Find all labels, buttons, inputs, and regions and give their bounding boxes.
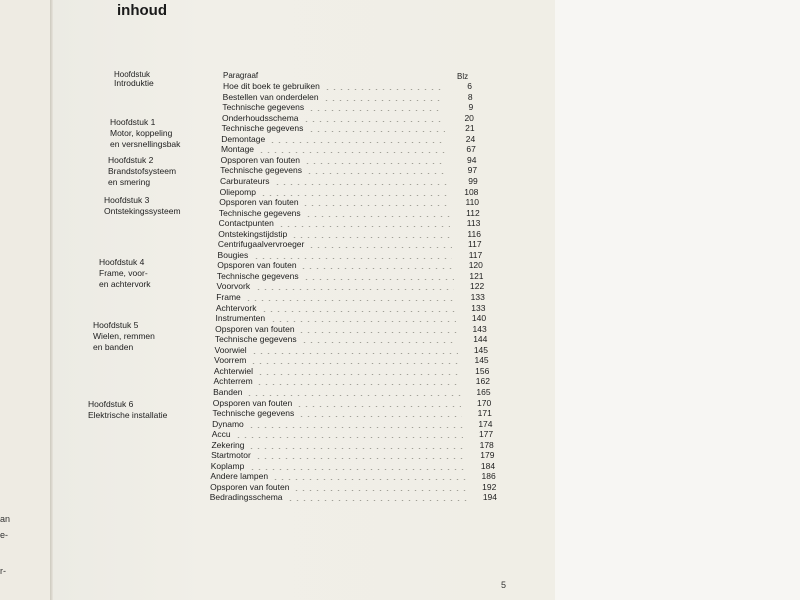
toc-entry-page: 184 <box>480 460 496 471</box>
toc-entry-page: 177 <box>478 429 494 440</box>
toc-entry-page: 171 <box>477 408 492 419</box>
page-column-header: Blz <box>457 72 469 81</box>
toc-entry-label: Koplamp <box>210 460 245 471</box>
toc-entry-page: 112 <box>466 207 480 218</box>
toc-leader-dots <box>261 311 455 312</box>
toc-entry-label: Frame <box>216 292 241 302</box>
toc-leader-dots <box>248 427 463 428</box>
toc-entry-page: 117 <box>468 249 483 260</box>
toc-entry-page: 6 <box>467 81 472 91</box>
toc-leader-dots <box>251 353 458 354</box>
toc-leader-dots <box>296 406 461 407</box>
toc-leader-dots <box>302 205 449 206</box>
toc-leader-dots <box>245 300 455 301</box>
toc-entry-label: Onderhoudsschema <box>221 112 299 123</box>
paragraph-column-header: Paragraaf <box>223 71 259 80</box>
toc-leader-dots <box>260 195 448 196</box>
toc-entry-page: 21 <box>465 123 475 134</box>
chapter-line: en versnellingsbak <box>110 139 181 149</box>
chapter-line: en banden <box>93 342 134 352</box>
toc-entry-page: 170 <box>477 397 492 408</box>
toc-entry-label: Demontage <box>221 133 266 144</box>
previous-page-text: r- <box>0 566 6 576</box>
toc-entry-label: Opsporen van fouten <box>217 260 297 271</box>
toc-entry-label: Opsporen van fouten <box>212 397 293 408</box>
chapter-line: Motor, koppeling <box>110 128 173 138</box>
chapter-line: Brandstofsysteem <box>108 166 177 176</box>
toc-entry-label: Ontstekingstijdstip <box>218 228 288 239</box>
toc-leader-dots <box>323 100 443 101</box>
toc-entry-page: 110 <box>465 197 480 208</box>
toc-leader-dots <box>272 479 466 480</box>
chapter-block <box>93 320 155 353</box>
toc-entry-label: Bougies <box>217 249 249 260</box>
toc-entry-page: 94 <box>467 154 477 165</box>
toc-entry-label: Opsporen van fouten <box>210 481 290 492</box>
toc-leader-dots <box>287 500 467 501</box>
toc-entry-label: Hoe dit boek te gebruiken <box>223 81 320 91</box>
previous-page-text: an <box>0 514 11 524</box>
toc-leader-dots <box>291 237 451 238</box>
toc-entry-label: Opsporen van fouten <box>215 323 295 334</box>
toc-entry-label: Achterwiel <box>213 365 254 376</box>
toc-entry-label: Achterrem <box>213 376 253 387</box>
toc-entry-page: 192 <box>482 481 497 492</box>
chapter-line: Hoofdstuk 3 <box>104 195 150 205</box>
toc-leader-dots <box>306 173 447 174</box>
chapter-line: en achtervork <box>99 279 151 289</box>
toc-entry-label: Zekering <box>211 439 245 450</box>
toc-entry-label: Accu <box>211 429 231 440</box>
toc-leader-dots <box>304 163 446 164</box>
toc-entry-page: 9 <box>468 102 474 113</box>
toc-entry-page: 97 <box>467 165 478 176</box>
toc-entry-page: 133 <box>471 302 486 313</box>
toc-entry-label: Bedradingsschema <box>209 492 283 503</box>
chapter-line: Hoofdstuk 4 <box>99 257 145 267</box>
toc-leader-dots <box>246 395 461 396</box>
toc-leader-dots <box>308 131 445 132</box>
toc-leader-dots <box>303 279 454 280</box>
chapter-column-header: Hoofdstuk <box>114 70 151 79</box>
toc-entry-label: Contactpunten <box>218 218 274 229</box>
chapter-line: Hoofdstuk 6 <box>88 399 134 409</box>
toc-entry-page: 116 <box>467 228 481 239</box>
chapter-line: Wielen, remmen <box>93 331 155 341</box>
toc-entry-page: 140 <box>471 313 487 324</box>
toc-leader-dots <box>274 184 448 185</box>
toc-entry-page: 144 <box>473 334 488 345</box>
toc-leader-dots <box>301 342 457 343</box>
toc-leader-dots <box>255 458 464 459</box>
toc-entry-page: 156 <box>475 365 490 376</box>
toc-entry-label: Voorvork <box>216 281 251 292</box>
toc-entry-label: Technische gegevens <box>222 102 305 113</box>
previous-page-edge <box>0 0 52 600</box>
chapter-line: Introduktie <box>114 78 154 88</box>
background <box>555 0 800 600</box>
chapter-line: Elektrische installatie <box>88 410 168 420</box>
chapter-line: Ontstekingssysteem <box>104 206 181 216</box>
toc-entry-page: 165 <box>476 386 491 397</box>
toc-leader-dots <box>278 226 450 227</box>
toc-leader-dots <box>308 247 452 248</box>
toc-entry-page: 8 <box>467 91 473 102</box>
toc-entry-label: Dynamo <box>212 418 244 429</box>
toc-leader-dots <box>293 490 466 491</box>
toc-entry-page: 99 <box>468 175 478 186</box>
chapter-block <box>99 257 151 290</box>
toc-leader-dots <box>257 374 459 375</box>
toc-entry-label: Opsporen van fouten <box>220 154 300 165</box>
toc-entry-label: Technische gegevens <box>221 123 304 134</box>
chapter-block <box>114 78 154 89</box>
toc-entry-page: 179 <box>480 450 495 461</box>
toc-entry-label: Voorrem <box>214 355 247 366</box>
toc-entry-label: Technische gegevens <box>212 408 295 419</box>
chapter-block <box>88 399 167 421</box>
toc-entry-label: Carburateurs <box>219 175 270 186</box>
toc-entry-page: 133 <box>470 292 485 302</box>
toc-leader-dots <box>269 142 445 143</box>
toc-entry-label: Bestellen van onderdelen <box>222 91 319 102</box>
toc-entry-label: Instrumenten <box>215 313 266 324</box>
chapter-block <box>104 195 181 217</box>
toc-leader-dots <box>308 110 443 111</box>
chapter-block <box>110 117 180 150</box>
toc-entry-page: 145 <box>473 344 489 355</box>
chapter-line: Hoofdstuk 1 <box>110 117 156 127</box>
toc-entry-page: 67 <box>466 144 476 155</box>
toc-entry-label: Opsporen van fouten <box>219 197 299 208</box>
toc-entry-page: 122 <box>469 281 485 292</box>
toc-entry-label: Technische gegevens <box>220 165 303 176</box>
toc-leader-dots <box>253 258 452 259</box>
toc-leader-dots <box>305 216 450 217</box>
toc-entry-page: 113 <box>466 218 481 229</box>
chapter-line: Hoofdstuk 2 <box>108 155 154 165</box>
toc-entry-page: 143 <box>472 323 487 334</box>
toc-leader-dots <box>255 289 454 290</box>
toc-leader-dots <box>324 89 442 90</box>
toc-entry-label: Centrifugaalvervroeger <box>217 239 305 250</box>
page-number: 5 <box>501 580 507 590</box>
toc-entry-page: 186 <box>481 471 496 482</box>
previous-page-text: e- <box>0 530 9 540</box>
toc-entry-page: 121 <box>469 270 484 281</box>
toc-leader-dots <box>298 416 462 417</box>
toc-entry-label: Technische gegevens <box>216 270 299 281</box>
toc-entry-label: Technische gegevens <box>214 334 297 345</box>
toc-leader-dots <box>258 152 446 153</box>
page-title: inhoud <box>117 2 167 19</box>
toc-entry-label: Startmotor <box>211 450 251 461</box>
toc-leader-dots <box>249 469 465 470</box>
toc-entry-page: 108 <box>464 186 479 197</box>
toc-leader-dots <box>250 363 459 364</box>
toc-entry-label: Technische gegevens <box>218 207 301 218</box>
chapter-block <box>108 155 176 188</box>
toc-entry-label: Achtervork <box>215 302 257 313</box>
toc-entry-page: 162 <box>475 376 490 387</box>
toc-entry-label: Banden <box>213 386 243 397</box>
toc-entry-page: 20 <box>464 112 474 123</box>
toc-entry-page: 24 <box>465 133 476 144</box>
chapter-line: en smering <box>108 177 151 187</box>
toc-entry-label: Voorwiel <box>214 344 247 355</box>
toc-entry-label: Montage <box>220 144 255 155</box>
toc-leader-dots <box>298 332 457 333</box>
chapter-line: Frame, voor- <box>99 268 148 278</box>
chapter-line: Hoofdstuk 5 <box>93 320 139 330</box>
toc-entry-page: 178 <box>479 439 494 450</box>
toc-entry-page: 174 <box>478 418 493 429</box>
toc-leader-dots <box>248 448 464 449</box>
toc-leader-dots <box>300 268 453 269</box>
toc-leader-dots <box>256 384 460 385</box>
toc-leader-dots <box>270 321 456 322</box>
toc-entry-label: Andere lampen <box>210 471 269 482</box>
toc-leader-dots <box>303 121 444 122</box>
toc-entry-page: 194 <box>482 492 497 503</box>
toc-entry-label: Oliepomp <box>219 186 256 197</box>
toc-entry-page: 145 <box>474 355 489 366</box>
toc-leader-dots <box>235 437 463 438</box>
toc-entry-page: 117 <box>468 239 482 250</box>
toc-entry-page: 120 <box>468 260 483 271</box>
